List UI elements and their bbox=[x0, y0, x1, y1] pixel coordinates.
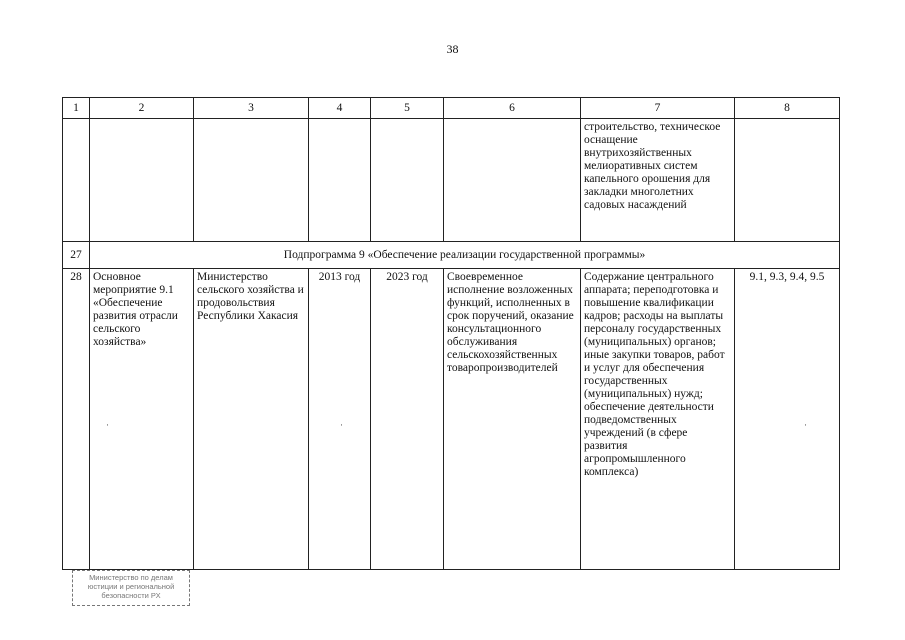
registration-stamp bbox=[72, 570, 190, 606]
table-cell bbox=[444, 119, 581, 242]
header-cell: 8 bbox=[735, 98, 840, 119]
table-cell bbox=[194, 119, 309, 242]
page-number: 38 bbox=[446, 42, 459, 56]
header-cell: 7 bbox=[581, 98, 735, 119]
stamp-line: Министерство по делам bbox=[89, 573, 173, 582]
measures-cell: строительство, техническое оснащение внутрихозяйственных мелиоративных систем капельного орошения для закладки многолетних садовых насаждений bbox=[581, 119, 735, 242]
header-cell: 6 bbox=[444, 98, 581, 119]
start-year: 2013 год bbox=[309, 269, 371, 570]
header-row bbox=[63, 98, 840, 119]
header-cell: 2 bbox=[90, 98, 194, 119]
stamp-line: безопасности РХ bbox=[101, 591, 161, 600]
table-cell bbox=[309, 119, 371, 242]
responsible-executor: Министерство сельского хозяйства и продовольствия Республики Хакасия bbox=[194, 269, 309, 570]
header-cell: 4 bbox=[309, 98, 371, 119]
measures-cell: Содержание центрального аппарата; переподготовка и повышение квалификации кадров; расходы на выплаты персоналу государственных (муниципальных) органов; иные закупки товаров, работ и услуг для обеспечения государственных (муниципальных) нужд; обеспечение деятельности подведомственных учреждений (в сфере развития агропромышленного комплекса) bbox=[581, 269, 735, 570]
program-table bbox=[62, 97, 840, 570]
table-cell bbox=[371, 119, 444, 242]
subprogram-title: Подпрограмма 9 «Обеспечение реализации государственной программы» bbox=[90, 242, 840, 269]
scan-speck: · bbox=[804, 420, 807, 430]
scan-speck: · bbox=[340, 420, 343, 430]
activity-row bbox=[63, 269, 840, 570]
table-cell bbox=[735, 119, 840, 242]
table-cell bbox=[63, 119, 90, 242]
subprogram-row bbox=[63, 242, 840, 269]
header-cell: 5 bbox=[371, 98, 444, 119]
header-cell: 1 bbox=[63, 98, 90, 119]
row-number: 27 bbox=[63, 242, 90, 269]
activity-name: Основное мероприятие 9.1 «Обеспечение развития отрасли сельского хозяйства» bbox=[90, 269, 194, 570]
header-cell: 3 bbox=[194, 98, 309, 119]
stamp-line: юстиции и региональной bbox=[87, 582, 175, 591]
scan-speck: · bbox=[106, 420, 109, 430]
table-cell bbox=[90, 119, 194, 242]
indicator-links: 9.1, 9.3, 9.4, 9.5 bbox=[735, 269, 840, 570]
end-year: 2023 год bbox=[371, 269, 444, 570]
expected-result: Своевременное исполнение возложенных функций, исполненных в срок поручений, оказание консультационного обслуживания сельскохозяйственных товаропроизводителей bbox=[444, 269, 581, 570]
continuation-row bbox=[63, 119, 840, 242]
row-number: 28 bbox=[63, 269, 90, 570]
